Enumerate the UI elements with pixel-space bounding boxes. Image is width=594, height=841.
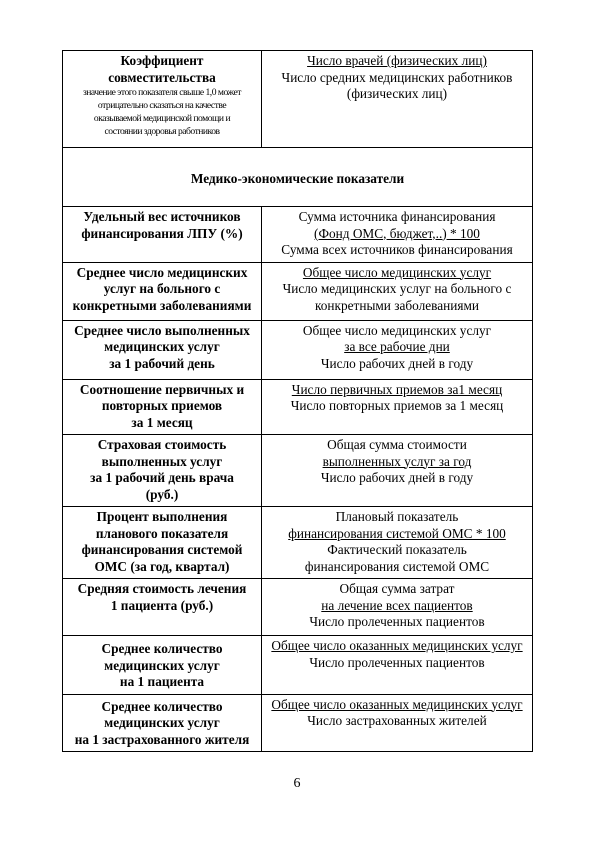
indicator-name-cell: [63, 694, 262, 752]
indicator-name-line: Среднее количество: [101, 698, 223, 714]
indicator-name-line: (руб.): [145, 486, 179, 502]
indicator-note-line: отрицательно сказаться на качестве: [97, 100, 227, 111]
indicator-name-line: выполненных услуг: [101, 453, 223, 469]
indicator-name-line: за 1 месяц: [131, 414, 193, 430]
formula-denominator: (физических лиц): [346, 86, 448, 101]
formula-numerator: Общая сумма стоимости: [327, 437, 467, 452]
formula-denominator: финансирования системой ОМС: [304, 558, 490, 574]
formula-numerator: на лечение всех пациентов: [321, 597, 473, 613]
indicator-name-line: Процент выполнения: [96, 509, 228, 524]
page-number: 6: [293, 776, 301, 791]
table-row: [63, 51, 533, 148]
formula-cell: [262, 262, 533, 320]
indicator-note-line: значение этого показателя свыше 1,0 может: [83, 87, 241, 98]
indicator-name-line: ОМС (за год, квартал): [94, 558, 230, 574]
formula-numerator: Сумма источника финансирования: [298, 209, 496, 224]
formula-denominator: Число рабочих дней в году: [320, 355, 474, 371]
indicator-name-cell: [63, 51, 262, 148]
indicator-name-line: Коэффициент: [120, 53, 204, 68]
formula-numerator: Общее число медицинских услуг: [302, 322, 492, 338]
indicator-name-line: Среднее число выполненных: [74, 322, 250, 338]
indicator-name-cell: [63, 207, 262, 263]
indicator-name-line: Соотношение первичных и: [79, 381, 245, 397]
indicator-name-line: финансирования ЛПУ (%): [81, 225, 243, 241]
formula-denominator: Число рабочих дней в году: [320, 470, 474, 485]
indicator-name-line: Среднее число медицинских: [76, 264, 248, 280]
section-row: [63, 148, 533, 207]
formula-denominator: Число повторных приемов за 1 месяц: [290, 398, 504, 413]
table-row: [63, 579, 533, 636]
table-row: [63, 435, 533, 507]
indicator-name-line: финансирования системой: [81, 542, 243, 557]
formula-numerator: Плановый показатель: [335, 509, 459, 524]
formula-denominator: Число застрахованных жителей: [307, 713, 487, 728]
indicator-name-line: Среднее количество: [101, 641, 223, 656]
indicator-name-line: за 1 рабочий день: [109, 355, 215, 371]
formula-numerator: выполненных услуг за год: [322, 453, 472, 469]
indicator-name-line: Удельный вес источников: [83, 209, 241, 224]
table-row: [63, 379, 533, 435]
indicator-name-line: Средняя стоимость лечения: [77, 581, 247, 596]
formula-cell: [262, 507, 533, 579]
formula-numerator: финансирования системой ОМС * 100: [288, 525, 506, 541]
indicator-name-line: медицинских услуг: [104, 715, 220, 730]
indicator-name-line: конкретными заболеваниями: [72, 297, 252, 313]
table-row: [63, 207, 533, 263]
indicator-name-line: 1 пациента (руб.): [110, 597, 214, 613]
indicator-name-line: планового показателя: [95, 525, 229, 541]
formula-numerator: Общее число медицинских услуг: [302, 264, 492, 280]
indicator-name-cell: [63, 320, 262, 379]
formula-denominator: Фактический показатель: [327, 542, 467, 557]
formula-cell: [262, 694, 533, 752]
table-row: [63, 636, 533, 695]
formula-numerator: Общая сумма затрат: [339, 581, 455, 596]
formula-numerator: Общее число оказанных медицинских услуг: [271, 696, 523, 712]
formula-numerator: Число врачей (физических лиц): [307, 53, 487, 68]
indicator-name-cell: [63, 379, 262, 435]
formula-cell: [262, 320, 533, 379]
formula-cell: [262, 435, 533, 507]
table-row: [63, 507, 533, 579]
document-page: [62, 50, 532, 752]
formula-numerator: Общее число оказанных медицинских услуг: [271, 638, 523, 653]
indicator-name-line: повторных приемов: [101, 398, 223, 413]
indicator-name-line: совместительства: [108, 69, 216, 85]
indicator-name-cell: [63, 507, 262, 579]
indicator-name-cell: [63, 579, 262, 636]
formula-numerator: Число первичных приемов за1 месяц: [291, 381, 503, 397]
indicator-name-line: услуг на больного с: [103, 281, 221, 296]
indicator-name-line: на 1 застрахованного жителя: [74, 731, 250, 747]
formula-denominator: конкретными заболеваниями: [314, 297, 480, 313]
formula-cell: [262, 379, 533, 435]
formula-denominator: Число пролеченных пациентов: [309, 614, 485, 629]
formula-numerator: за все рабочие дни: [344, 339, 450, 354]
indicator-name-cell: [63, 636, 262, 695]
formula-denominator: Число медицинских услуг на больного с: [282, 281, 512, 296]
indicator-note-line: состоянии здоровья работников: [104, 126, 220, 137]
indicator-name-line: за 1 рабочий день врача: [90, 470, 234, 485]
formula-cell: [262, 51, 533, 148]
indicator-name-line: на 1 пациента: [119, 674, 205, 689]
table-row: [63, 262, 533, 320]
indicator-name-line: Страховая стоимость: [97, 437, 227, 452]
formula-denominator: Число средних медицинских работников: [281, 69, 513, 85]
indicator-name-line: медицинских услуг: [104, 657, 220, 673]
table-row: [63, 320, 533, 379]
formula-numerator: (Фонд ОМС, бюджет,..) * 100: [314, 225, 480, 241]
formula-denominator: Число пролеченных пациентов: [309, 654, 485, 670]
section-heading: Медико-экономические показатели: [63, 148, 533, 207]
formula-cell: [262, 636, 533, 695]
indicators-table: [62, 50, 533, 752]
table-row: [63, 694, 533, 752]
formula-denominator: Сумма всех источников финансирования: [281, 242, 513, 257]
formula-cell: [262, 207, 533, 263]
formula-cell: [262, 579, 533, 636]
indicator-name-cell: [63, 435, 262, 507]
indicator-note-line: оказываемой медицинской помощи и: [93, 113, 231, 124]
indicator-name-line: медицинских услуг: [104, 339, 220, 354]
indicator-name-cell: [63, 262, 262, 320]
